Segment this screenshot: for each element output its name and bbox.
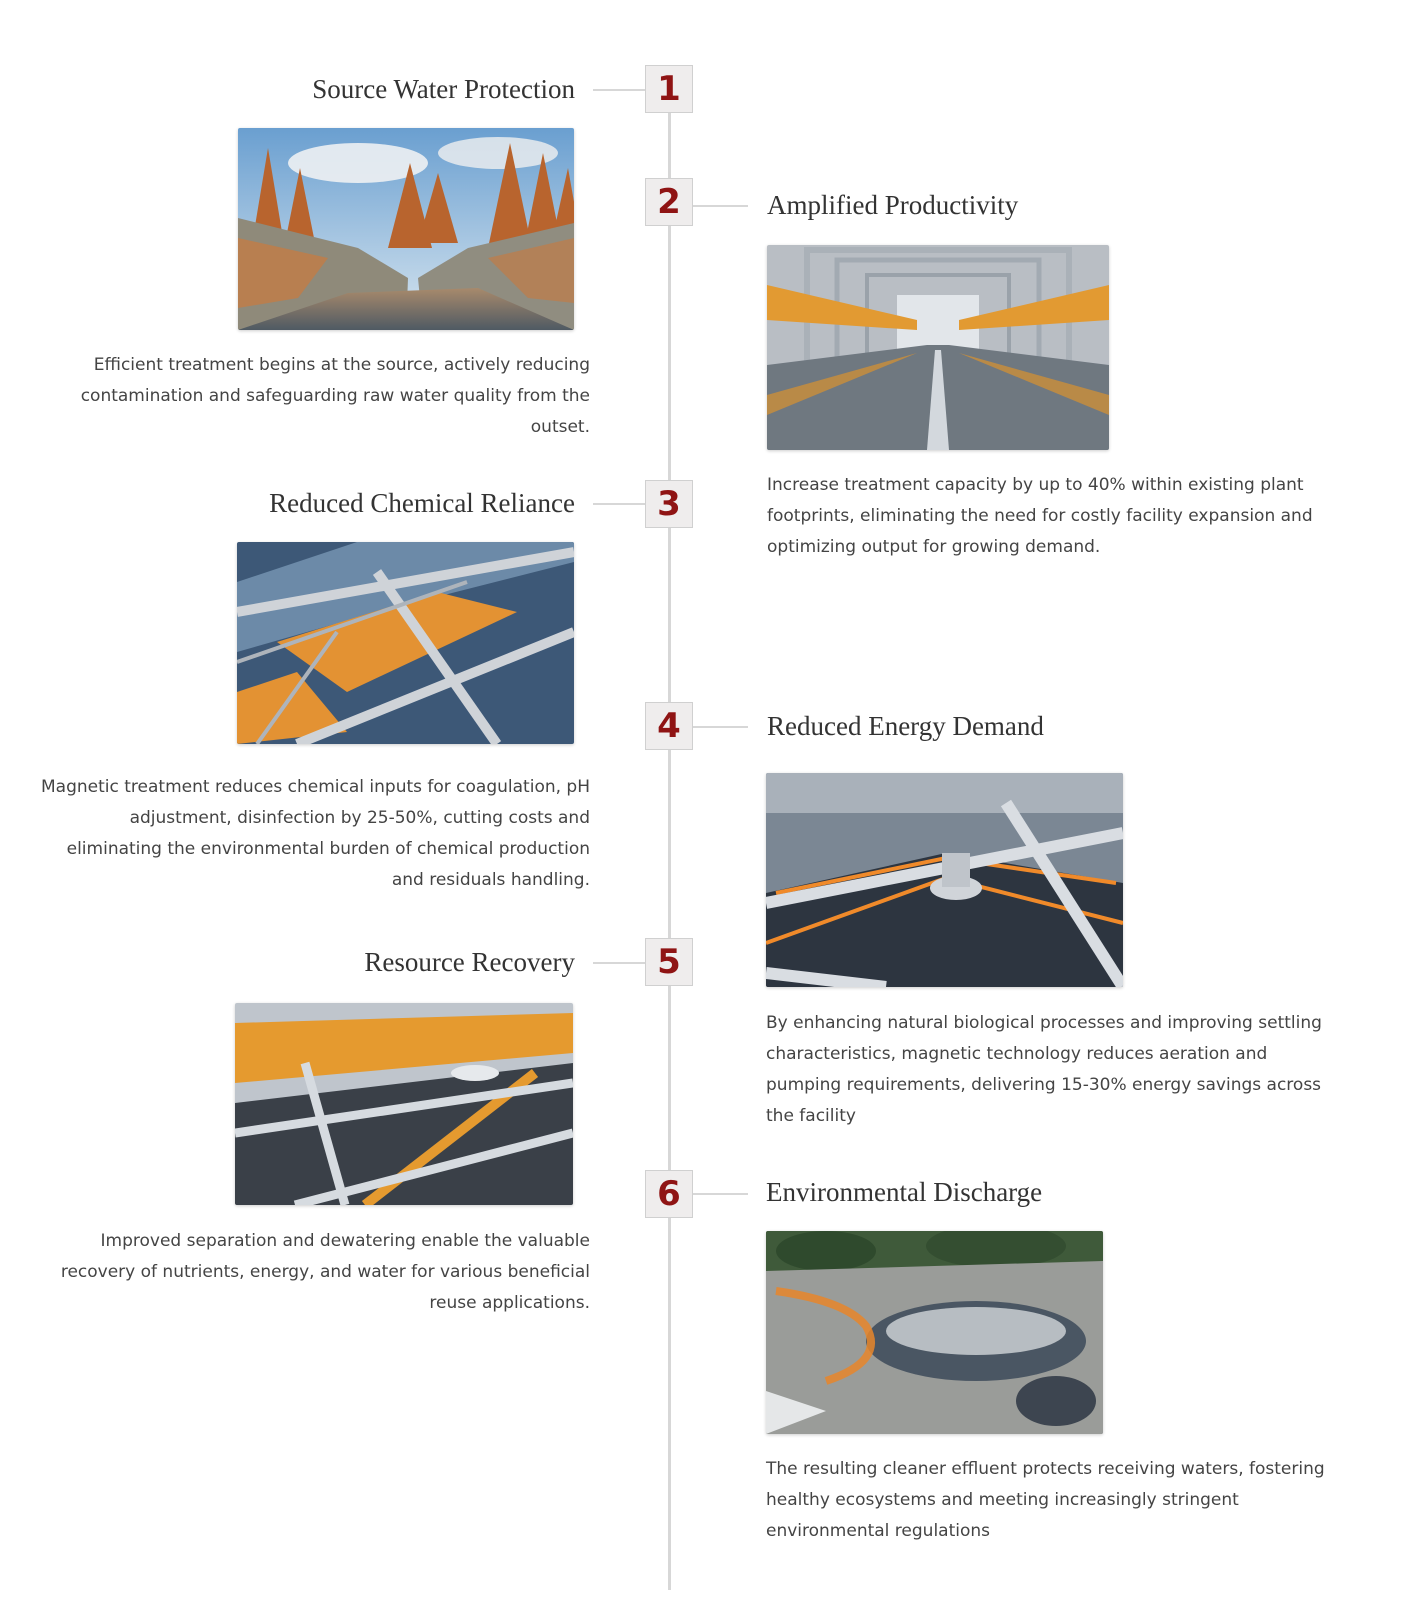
step-4-badge: 4 [645,702,693,750]
step-6-badge: 6 [645,1170,693,1218]
step-1-connector [593,89,645,91]
step-2-badge: 2 [645,178,693,226]
step-2-image [767,245,1109,450]
step-1-image [238,128,574,330]
step-4-image [766,773,1123,987]
step-6-description: The resulting cleaner effluent protects receiving waters, fostering healthy ecosystems and meeting increasingly stringent environmental regulations [766,1459,1325,1541]
step-5-image [235,1003,573,1205]
step-6-image [766,1231,1103,1434]
grated-channels-image [235,1003,573,1205]
step-6-connector [693,1193,748,1195]
step-1-badge: 1 [645,65,693,113]
step-3-connector [593,503,645,505]
timeline-spine [668,90,671,1590]
step-4-title: Reduced Energy Demand [767,711,1044,741]
forest-stream-image [238,128,574,330]
step-1-description: Efficient treatment begins at the source, actively reducing contamination and safeguarding raw water quality from the outset. [80,355,590,437]
step-3-badge: 3 [645,480,693,528]
step-1-title: Source Water Protection [312,74,575,104]
step-3-description: Magnetic treatment reduces chemical inputs for coagulation, pH adjustment, disinfection by 25-50%, cutting costs and eliminating the environmental burden of chemical production and residuals handling. [41,777,590,890]
clarifier-tank-image [766,773,1123,987]
step-4-description: By enhancing natural biological processes and improving settling characteristics, magnetic technology reduces aeration and pumping requirements, delivering 15-30% energy savings across the facility [766,1013,1322,1126]
discharge-pool-image [766,1231,1103,1434]
step-5-badge: 5 [645,938,693,986]
step-6-title: Environmental Discharge [766,1177,1043,1207]
step-2-description: Increase treatment capacity by up to 40% within existing plant footprints, eliminating the need for costly facility expansion and optimizing output for growing demand. [767,475,1313,557]
step-2-title: Amplified Productivity [767,190,1019,220]
pipe-corridor-image [767,245,1109,450]
step-3-image [237,542,574,744]
treatment-basin-image [237,542,574,744]
step-5-title: Resource Recovery [364,947,575,977]
step-4-connector [693,726,748,728]
step-2-connector [693,205,748,207]
step-5-connector [593,962,645,964]
step-5-description: Improved separation and dewatering enable the valuable recovery of nutrients, energy, and water for various beneficial reuse applications. [60,1231,590,1313]
step-3-title: Reduced Chemical Reliance [269,488,575,518]
